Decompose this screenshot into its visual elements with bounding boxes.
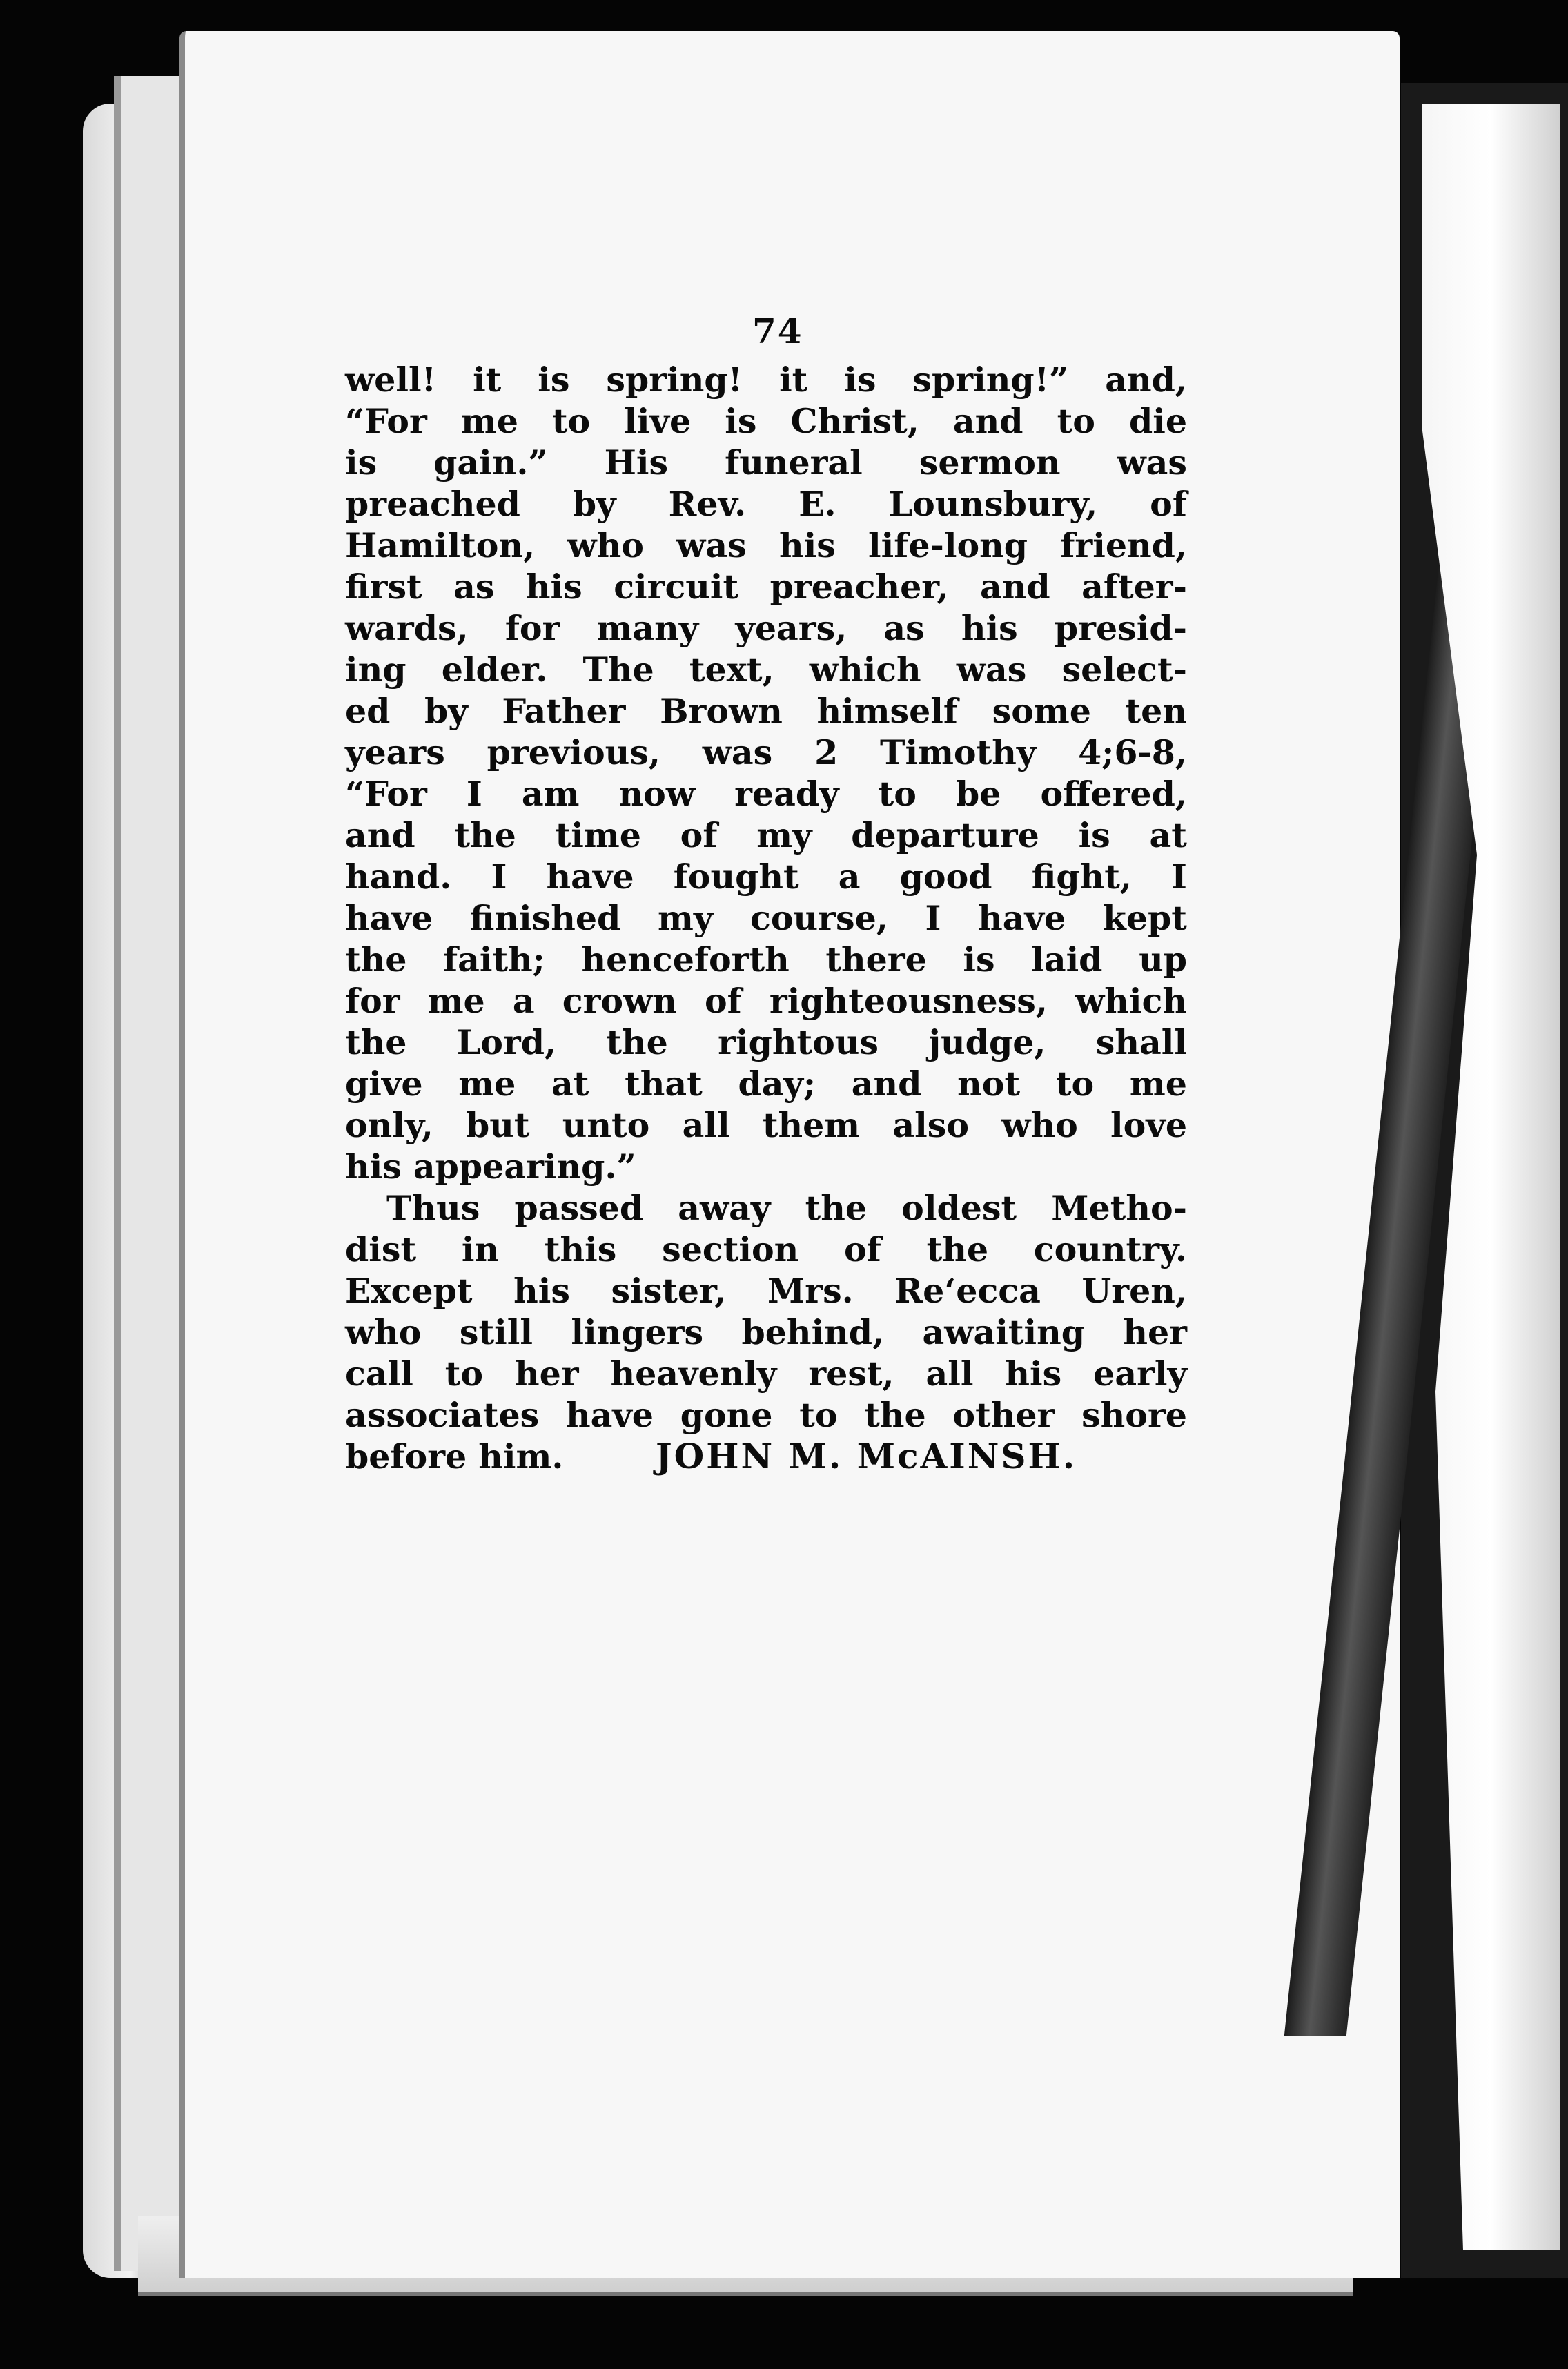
word: well! [345,360,437,400]
word: give [345,1064,423,1104]
word: preacher, [770,567,949,607]
word: Reʻecca [894,1271,1041,1311]
text-line [345,1104,1187,1146]
word: unto [562,1105,650,1145]
text-line [345,1270,1187,1312]
word: and [952,401,1023,441]
word: is [725,401,757,441]
word: circuit [614,567,739,607]
word: have [345,898,433,938]
word: me [427,981,485,1021]
word: his [778,525,836,565]
word: be [956,774,1001,814]
word: that [625,1064,703,1104]
word: early [1093,1354,1187,1394]
word: by [424,691,468,731]
word: is [963,939,995,979]
word: who [345,1312,422,1352]
word: sister, [611,1271,727,1311]
word: in [461,1229,500,1269]
word: was [676,525,747,565]
word: am [521,774,580,814]
page-number: 74 [752,311,803,351]
word: all [925,1354,974,1394]
word: Brown [660,691,783,731]
word: his [961,608,1018,648]
word: rightous [718,1022,879,1062]
word: departure [851,815,1039,855]
word: many [596,608,699,648]
word: was [702,732,773,772]
word: “For [345,774,427,814]
word: crown [562,981,677,1021]
word: years, [735,608,847,648]
word: dist [345,1229,417,1269]
word: and [980,567,1050,607]
word: is [345,442,378,482]
word: of [844,1229,881,1269]
text-line [345,897,1187,939]
text-line [345,980,1187,1022]
word: awaiting [922,1312,1085,1352]
word: gain.” [433,442,548,482]
text-line [345,359,1187,400]
word: but [466,1105,530,1145]
word: Except [345,1271,473,1311]
word: E. [798,484,836,524]
text-line [345,1312,1187,1353]
word: the [345,1022,407,1062]
word: life-long [868,525,1028,565]
word: still [459,1312,533,1352]
word: sermon [919,442,1061,482]
word: at [1149,815,1187,855]
word: the [926,1229,989,1269]
word: Metho- [1051,1188,1187,1228]
text-line [345,1353,1187,1394]
text-line [345,732,1187,773]
word: as [453,567,495,607]
word: is [538,360,570,400]
word: heavenly [610,1354,777,1394]
word: only, [345,1105,433,1145]
text-line [345,1063,1187,1104]
word: me [1129,1064,1187,1104]
word: of [1150,484,1187,524]
text-line [345,815,1187,856]
word: course, [750,898,888,938]
word: who [567,525,644,565]
word: there [825,939,927,979]
text-line [345,690,1187,732]
word: behind, [741,1312,885,1352]
word: “For [345,401,427,441]
word: ing [345,650,406,690]
word: this [544,1229,617,1269]
word: a [838,857,861,897]
word: to [551,401,591,441]
word: for [345,981,400,1021]
word: live [624,401,692,441]
word: his [1005,1354,1062,1394]
word: Lord, [456,1022,557,1062]
word: me [458,1064,516,1104]
word: friend, [1060,525,1187,565]
word: hand. [345,857,452,897]
word: presid- [1054,608,1187,648]
word: offered, [1040,774,1187,814]
word: 2 [814,732,839,772]
word: spring!” [912,360,1069,400]
word: was [1117,442,1187,482]
text-line [345,1187,1187,1229]
word: them [762,1105,861,1145]
word: fight, [1031,857,1132,897]
word: love [1110,1105,1187,1145]
word: the [454,815,516,855]
word: me [460,401,518,441]
word: my [756,815,812,855]
body-text [345,359,1187,1477]
word: faith; [443,939,545,979]
paragraph-1 [345,359,1187,1187]
text-line [345,483,1187,525]
word: the [345,939,407,979]
word: I [1171,857,1187,897]
word: have [978,898,1066,938]
text-line [345,525,1187,566]
word: it [779,360,808,400]
word: some [992,691,1091,731]
word: passed [514,1188,644,1228]
text-line [345,939,1187,980]
word: His [604,442,669,482]
word: to [878,774,917,814]
word: is [1078,815,1110,855]
word: the [805,1188,867,1228]
word: funeral [725,442,863,482]
word: lingers [571,1312,704,1352]
word: Father [502,691,626,731]
text-line [345,442,1187,483]
word: up [1139,939,1187,979]
paragraph-2 [345,1187,1187,1477]
word: also [892,1105,970,1145]
word: is [844,360,876,400]
word: the [606,1022,668,1062]
word: day; [738,1064,816,1104]
text-line: before him. [345,1436,564,1476]
word: Thus [386,1188,480,1228]
word: finished [469,898,621,938]
word: her [1123,1312,1187,1352]
text-line [345,400,1187,442]
text-line [345,1022,1187,1063]
word: was [956,650,1027,690]
word: I [491,857,507,897]
word: country. [1033,1229,1187,1269]
word: which [1075,981,1187,1021]
word: 4;6-8, [1078,732,1187,772]
word: spring! [606,360,743,400]
word: of [705,981,742,1021]
word: Timothy [880,732,1037,772]
word: have [546,857,634,897]
word: rest, [808,1354,894,1394]
word: and [851,1064,922,1104]
word: after- [1081,567,1187,607]
word: to [444,1354,484,1394]
word: at [551,1064,589,1104]
word: previous, [487,732,660,772]
word: all [682,1105,730,1145]
word: himself [816,691,958,731]
word: her [514,1354,579,1394]
author-signature: JOHN M. McAINSH. [656,1436,1077,1476]
word: away [678,1188,771,1228]
word: wards, [345,608,469,648]
word: righteousness, [769,981,1048,1021]
word: The [582,650,654,690]
text-line [345,607,1187,649]
word: judge, [928,1022,1046,1062]
word: shore [1081,1395,1187,1435]
word: elder. [441,650,548,690]
word: by [572,484,616,524]
word: first [345,567,422,607]
word: to [799,1395,838,1435]
word: my [657,898,714,938]
word: and, [1105,360,1187,400]
word: other [952,1395,1055,1435]
text-line [345,773,1187,815]
word: shall [1095,1022,1187,1062]
word: to [1057,401,1095,441]
word: text, [689,650,774,690]
word: his [525,567,582,607]
text-line: his appearing.” [345,1147,636,1187]
word: die [1128,401,1187,441]
word: not [957,1064,1021,1104]
word: ready [734,774,839,814]
word: Hamilton, [345,525,536,565]
word: henceforth [581,939,790,979]
word: gone [680,1395,773,1435]
word: ed [345,691,391,731]
word: Mrs. [767,1271,854,1311]
word: time [555,815,641,855]
word: for [504,608,560,648]
word: have [565,1395,654,1435]
word: it [473,360,502,400]
word: the [864,1395,926,1435]
word: fought [673,857,799,897]
word: I [925,898,941,938]
word: associates [345,1395,540,1435]
word: kept [1102,898,1187,938]
word: Christ, [790,401,919,441]
word: and [345,815,415,855]
text-line [345,1394,1187,1436]
word: to [1055,1064,1095,1104]
word: select- [1061,650,1187,690]
word: good [899,857,992,897]
text-line [345,1229,1187,1270]
word: ten [1125,691,1187,731]
word: a [512,981,535,1021]
word: as [883,608,925,648]
word: years [345,732,445,772]
word: Uren, [1081,1271,1187,1311]
word: of [680,815,718,855]
word: I [466,774,482,814]
word: which [809,650,921,690]
word: who [1001,1105,1078,1145]
word: oldest [901,1188,1017,1228]
word: section [662,1229,799,1269]
word: Rev. [668,484,747,524]
word: call [345,1354,413,1394]
word: preached [345,484,520,524]
word: his [513,1271,570,1311]
text-line [345,856,1187,897]
word: Lounsbury, [888,484,1098,524]
text-line [345,566,1187,607]
text-line [345,649,1187,690]
word: laid [1031,939,1103,979]
word: now [618,774,696,814]
